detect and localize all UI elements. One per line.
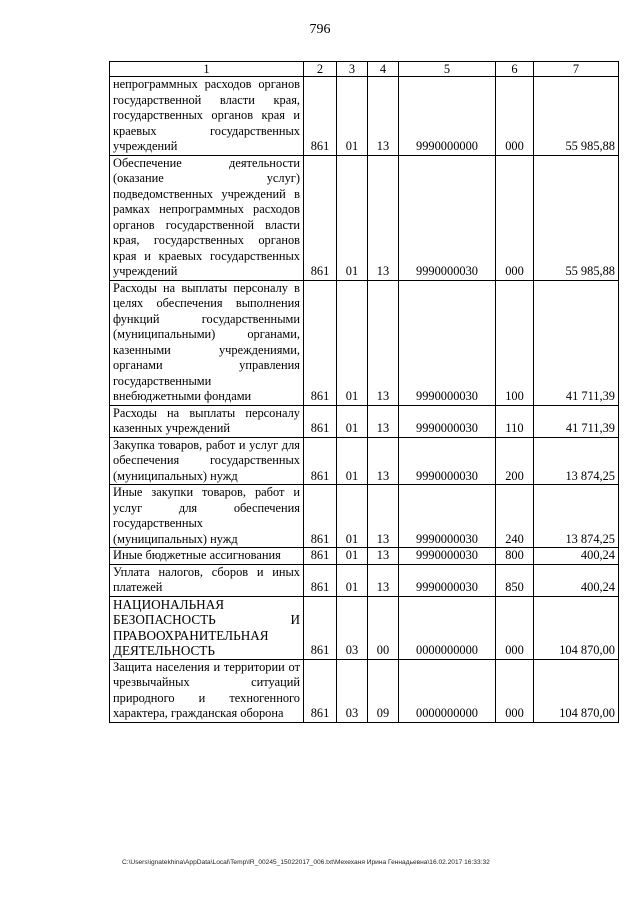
row-col3: 01 [337,437,368,485]
row-description: непрограммных расходов органов государственной власти края, государственных органов края и краевых государственных учреждений [110,77,304,156]
row-col5: 0000000000 [399,659,496,722]
row-col3: 01 [337,548,368,565]
col-header-6: 6 [496,62,534,77]
row-description: Расходы на выплаты персоналу казенных учреждений [110,405,304,437]
row-col2: 861 [304,548,337,565]
row-col3: 03 [337,659,368,722]
row-col4: 00 [368,596,399,659]
row-col2: 861 [304,596,337,659]
table-row [110,77,619,156]
row-col4: 13 [368,564,399,596]
header-row [110,62,619,77]
col-header-1: 1 [110,62,304,77]
row-col2: 861 [304,155,337,280]
row-col3: 03 [337,596,368,659]
row-amount: 41 711,39 [534,280,619,405]
row-amount: 104 870,00 [534,596,619,659]
col-header-7: 7 [534,62,619,77]
row-col5: 9990000000 [399,77,496,156]
row-col4: 13 [368,485,399,548]
row-col4: 13 [368,437,399,485]
row-col2: 861 [304,437,337,485]
row-amount: 41 711,39 [534,405,619,437]
row-description: Обеспечение деятельности (оказание услуг) подведомственных учреждений в рамках непрограммных расходов органов государственной власти края, государственных органов края и краевых государственных учреждений [110,155,304,280]
table-row [110,437,619,485]
row-col2: 861 [304,485,337,548]
row-col5: 9990000030 [399,564,496,596]
row-col5: 9990000030 [399,155,496,280]
row-description: Иные бюджетные ассигнования [110,548,304,565]
row-col5: 9990000030 [399,405,496,437]
col-header-2: 2 [304,62,337,77]
table-row [110,155,619,280]
row-col3: 01 [337,280,368,405]
row-description: Закупка товаров, работ и услуг для обеспечения государственных (муниципальных) нужд [110,437,304,485]
row-col3: 01 [337,155,368,280]
row-col5: 9990000030 [399,485,496,548]
row-description: Защита населения и территории от чрезвычайных ситуаций природного и техногенного характера, гражданская оборона [110,659,304,722]
row-amount: 55 985,88 [534,77,619,156]
row-description: Уплата налогов, сборов и иных платежей [110,564,304,596]
row-col6: 200 [496,437,534,485]
row-col6: 000 [496,155,534,280]
table-row [110,564,619,596]
table-row [110,659,619,722]
table-row [110,596,619,659]
table-row [110,405,619,437]
row-col6: 000 [496,659,534,722]
row-col6: 000 [496,596,534,659]
row-col6: 240 [496,485,534,548]
col-header-5: 5 [399,62,496,77]
table-row [110,548,619,565]
col-header-3: 3 [337,62,368,77]
row-col3: 01 [337,485,368,548]
row-col3: 01 [337,77,368,156]
row-col4: 13 [368,155,399,280]
row-col6: 850 [496,564,534,596]
row-col5: 9990000030 [399,548,496,565]
row-col3: 01 [337,405,368,437]
col-header-4: 4 [368,62,399,77]
row-description: НАЦИОНАЛЬНАЯ БЕЗОПАСНОСТЬ И ПРАВООХРАНИТЕЛЬНАЯ ДЕЯТЕЛЬНОСТЬ [110,596,304,659]
row-col2: 861 [304,280,337,405]
table-row [110,280,619,405]
row-col4: 13 [368,405,399,437]
row-col6: 100 [496,280,534,405]
row-description: Расходы на выплаты персоналу в целях обеспечения выполнения функций государственными (муниципальными) органами, казенными учреждениями, органами управления государственными внебюджетными фондами [110,280,304,405]
row-amount: 55 985,88 [534,155,619,280]
row-amount: 400,24 [534,564,619,596]
row-col2: 861 [304,77,337,156]
row-col6: 000 [496,77,534,156]
row-amount: 400,24 [534,548,619,565]
row-description: Иные закупки товаров, работ и услуг для обеспечения государственных (муниципальных) нужд [110,485,304,548]
page-number: 796 [309,22,331,37]
table-row [110,485,619,548]
row-col4: 13 [368,548,399,565]
row-col5: 9990000030 [399,437,496,485]
row-col3: 01 [337,564,368,596]
file-path-footer: C:\Users\ignatekhina\AppData\Local\Temp\IR_00245_15022017_006.txt\Мехеханя Ирина Геннадьевна\16.02.2017 16:33:32 [122,859,490,866]
row-col2: 861 [304,564,337,596]
row-amount: 13 874,25 [534,437,619,485]
row-col5: 9990000030 [399,280,496,405]
row-col4: 13 [368,77,399,156]
row-col5: 0000000000 [399,596,496,659]
row-amount: 13 874,25 [534,485,619,548]
budget-table [109,61,619,723]
row-col2: 861 [304,659,337,722]
row-col4: 13 [368,280,399,405]
row-col2: 861 [304,405,337,437]
row-col6: 110 [496,405,534,437]
row-col4: 09 [368,659,399,722]
row-col6: 800 [496,548,534,565]
row-amount: 104 870,00 [534,659,619,722]
